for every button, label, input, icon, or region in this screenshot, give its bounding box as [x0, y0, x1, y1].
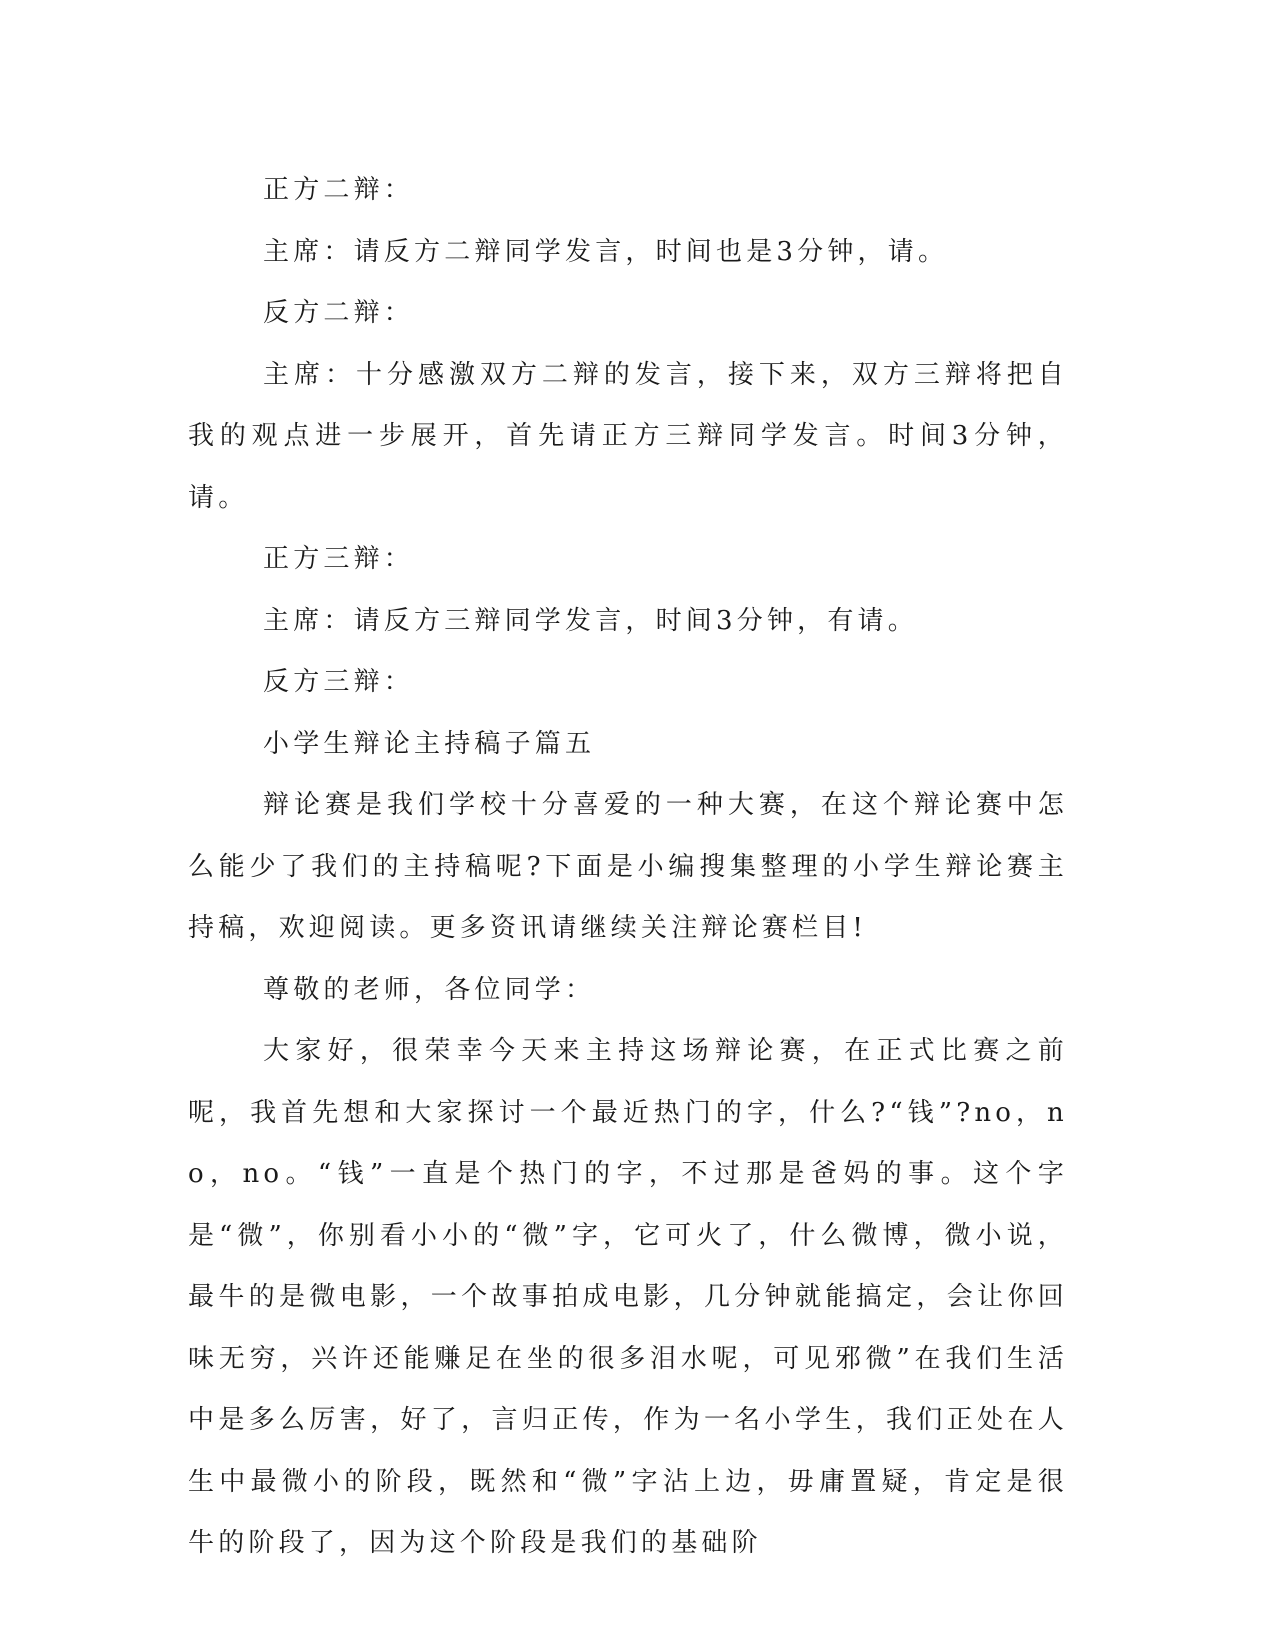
paragraph: 正方三辩：: [263, 544, 415, 574]
paragraph: 反方二辩：: [263, 298, 415, 328]
paragraph: 辩论赛是我们学校十分喜爱的一种大赛，在这个辩论赛中怎么能少了我们的主持稿呢?下面是小编搜集整理的小学生辩论赛主持稿，欢迎阅读。更多资讯请继续关注辩论赛栏目!: [188, 790, 1068, 943]
paragraph: 大家好，很荣幸今天来主持这场辩论赛，在正式比赛之前呢，我首先想和大家探讨一个最近热门的字，什么?“钱”?no，no，no。“钱”一直是个热门的字，不过那是爸妈的事。这个字是“微”，你别看小小的“微”字，它可火了，什么微博，微小说，最牛的是微电影，一个故事拍成电影，几分钟就能搞定，会让你回味无穷，兴许还能赚足在坐的很多泪水呢，可见邪微”在我们生活中是多么厉害，好了，言归正传，作为一名小学生，我们正处在人生中最微小的阶段，既然和“微”字沾上边，毋庸置疑，肯定是很牛的阶段了，因为这个阶段是我们的基础阶: [188, 1036, 1068, 1558]
paragraph: 尊敬的老师，各位同学：: [263, 974, 596, 1005]
section-heading: 小学生辩论主持稿子篇五: [263, 728, 596, 759]
paragraph: 主席：请反方三辩同学发言，时间3分钟，有请。: [263, 605, 918, 636]
document-body: [188, 160, 1068, 1575]
paragraph: 反方三辩：: [263, 667, 415, 697]
paragraph: 正方二辩：: [263, 175, 415, 205]
paragraph: 主席：请反方二辩同学发言，时间也是3分钟，请。: [263, 236, 949, 267]
paragraph: 主席：十分感激双方二辩的发言，接下来，双方三辩将把自我的观点进一步展开，首先请正方三辩同学发言。时间3分钟，请。: [188, 359, 1068, 513]
